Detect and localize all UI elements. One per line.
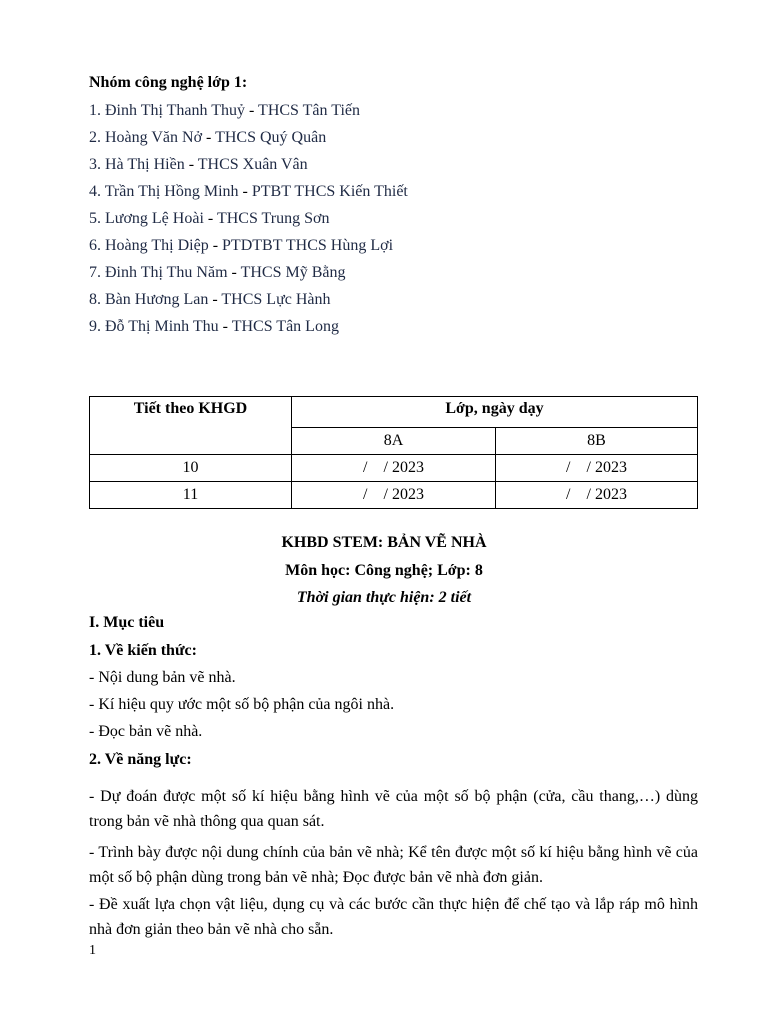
- period-cell: 11: [90, 482, 292, 509]
- competence-item: - Trình bày được nội dung chính của bản vẽ nhà; Kể tên được một số kí hiệu bằng hình vẽ của một số bộ phận dùng trong bản vẽ nhà; Đọc được bản vẽ nhà đơn giản.: [89, 844, 698, 886]
- date-cell: / / 2023: [496, 455, 698, 482]
- header-period: Tiết theo KHGD: [90, 397, 292, 455]
- table-header-row: [90, 397, 698, 428]
- date-cell: / / 2023: [292, 482, 496, 509]
- date-cell: / / 2023: [292, 455, 496, 482]
- competence-item: - Dự đoán được một số kí hiệu bằng hình vẽ của một số bộ phận (cửa, cầu thang,…) dùng trong bản vẽ nhà thông qua quan sát.: [89, 788, 698, 830]
- schedule-table: [89, 396, 698, 509]
- header-class-date: Lớp, ngày dạy: [292, 397, 698, 428]
- knowledge-heading: 1. Về kiến thức:: [89, 642, 197, 659]
- class-8a: 8A: [292, 428, 496, 455]
- list-item: 1. Đinh Thị Thanh Thuỷ - THCS Tân Tiến: [89, 102, 360, 119]
- competence-heading: 2. Về năng lực:: [89, 751, 192, 768]
- table-row: [90, 455, 698, 482]
- member-list: [89, 97, 408, 340]
- list-item: 4. Trần Thị Hồng Minh - PTBT THCS Kiến Thiết: [89, 183, 408, 200]
- list-item: 5. Lương Lệ Hoài - THCS Trung Sơn: [89, 210, 330, 227]
- group-title: Nhóm công nghệ lớp 1:: [89, 74, 248, 91]
- class-8b: 8B: [496, 428, 698, 455]
- lesson-duration: Thời gian thực hiện: 2 tiết: [296, 589, 472, 606]
- list-item: 6. Hoàng Thị Diệp - PTDTBT THCS Hùng Lợi: [89, 237, 394, 254]
- list-item: 2. Hoàng Văn Nở - THCS Quý Quân: [89, 129, 327, 146]
- page-number: 1: [89, 943, 96, 958]
- knowledge-item: - Đọc bản vẽ nhà.: [89, 723, 203, 740]
- period-cell: 10: [90, 455, 292, 482]
- lesson-subject: Môn học: Công nghệ; Lớp: 8: [285, 562, 483, 579]
- list-item: 3. Hà Thị Hiền - THCS Xuân Vân: [89, 156, 308, 173]
- knowledge-item: - Nội dung bản vẽ nhà.: [89, 669, 236, 686]
- lesson-title: KHBD STEM: BẢN VẼ NHÀ: [281, 534, 487, 551]
- list-item: 7. Đinh Thị Thu Năm - THCS Mỹ Bằng: [89, 264, 346, 281]
- list-item: 8. Bàn Hương Lan - THCS Lực Hành: [89, 291, 331, 308]
- objectives-heading: I. Mục tiêu: [89, 614, 165, 631]
- date-cell: / / 2023: [496, 482, 698, 509]
- table-row: [90, 482, 698, 509]
- competence-item: - Đề xuất lựa chọn vật liệu, dụng cụ và các bước cần thực hiện để chế tạo và lắp ráp mô hình nhà đơn giản theo bản vẽ nhà cho sẵn.: [89, 896, 698, 938]
- knowledge-item: - Kí hiệu quy ước một số bộ phận của ngôi nhà.: [89, 696, 395, 713]
- list-item: 9. Đỗ Thị Minh Thu - THCS Tân Long: [89, 318, 339, 335]
